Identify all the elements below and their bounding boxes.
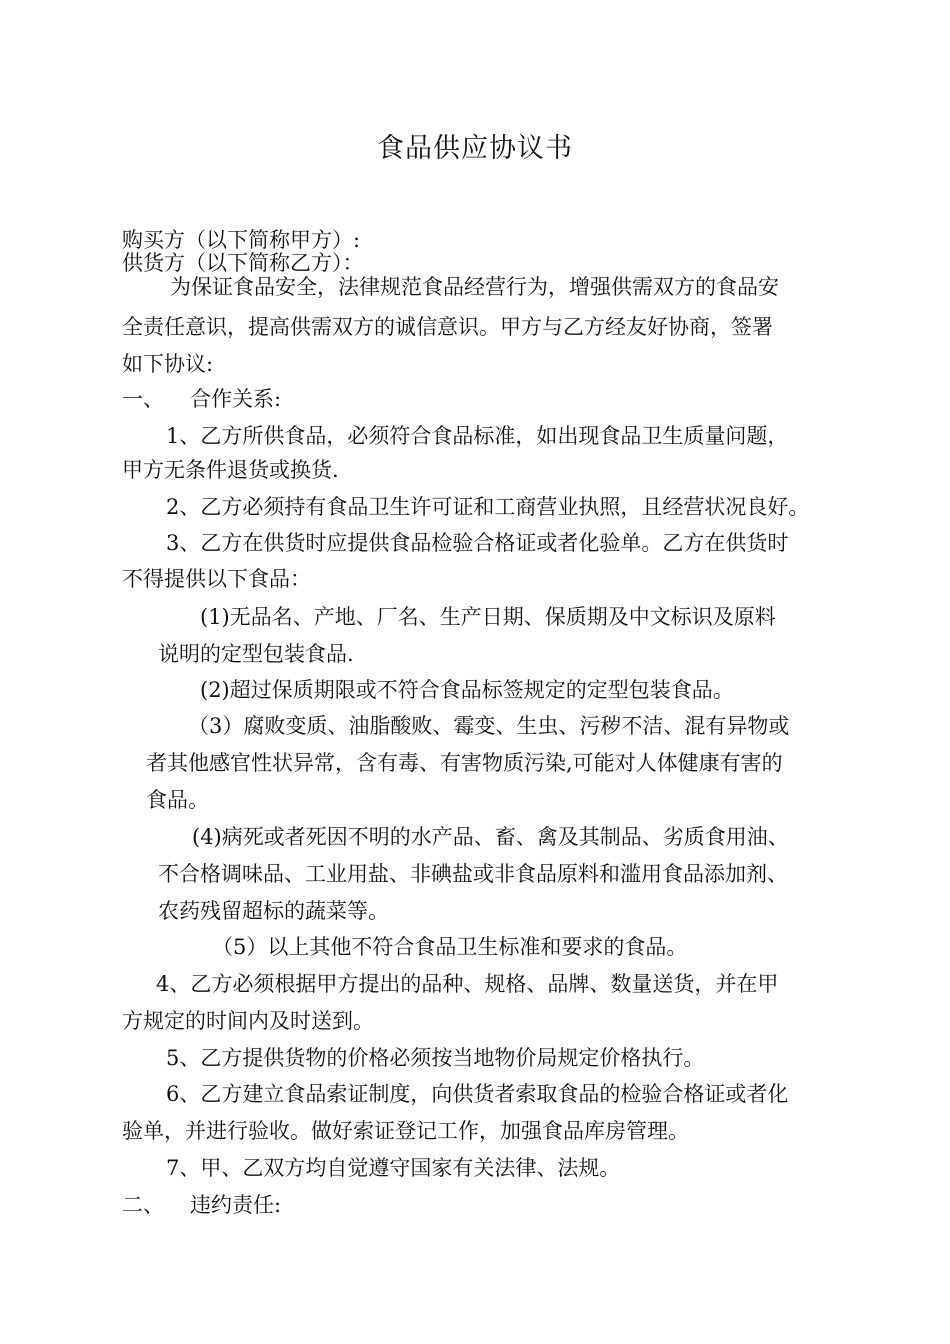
sub-1-line-2: 说明的定型包装食品. <box>158 642 354 666</box>
buyer-label: 购买方（以下简称甲方）: <box>122 228 361 252</box>
intro-line-3: 如下协议: <box>122 352 214 376</box>
section-1-number: 一、 <box>122 387 164 411</box>
clause-3-line-2: 不得提供以下食品： <box>122 567 311 591</box>
section-1-heading <box>122 386 281 412</box>
sub-4-line-3: 农药残留超标的蔬菜等。 <box>158 899 389 923</box>
clause-6-line-1: 6、乙方建立食品索证制度，向供货者索取食品的检验合格证或者化 <box>166 1082 789 1106</box>
clause-1-line-2: 甲方无条件退货或换货. <box>122 458 339 482</box>
clause-3-line-1: 3、乙方在供货时应提供食品检验合格证或者化验单。乙方在供货时 <box>166 531 789 555</box>
clause-5-line-1: 5、乙方提供货物的价格必须按当地物价局规定价格执行。 <box>166 1046 705 1070</box>
clause-6-line-2: 验单，并进行验收。做好索证登记工作，加强食品库房管理。 <box>122 1119 689 1143</box>
clause-1-line-1: 1、乙方所供食品，必须符合食品标准，如出现食品卫生质量问题， <box>166 424 789 448</box>
sub-1-line-1: (1)无品名、产地、厂名、生产日期、保质期及中文标识及原料 <box>200 605 776 629</box>
section-2-number: 二、 <box>122 1193 164 1217</box>
document-title: 食品供应协议书 <box>377 133 573 164</box>
sub-4-line-1: (4)病死或者死因不明的水产品、畜、禽及其制品、劣质食用油、 <box>192 825 789 849</box>
sub-3-line-3: 食品。 <box>146 788 209 812</box>
section-1-title: 合作关系: <box>190 387 282 411</box>
sub-3-line-2: 者其他感官性状异常，含有毒、有害物质污染,可能对人体健康有害的 <box>146 751 783 775</box>
clause-4-line-1: 4、乙方必须根据甲方提出的品种、规格、品牌、数量送货，并在甲 <box>156 972 779 996</box>
section-2-title: 违约责任: <box>190 1193 282 1217</box>
sub-3-line-1: （3）腐败变质、油脂酸败、霉变、生虫、污秽不洁、混有异物或 <box>188 714 790 738</box>
sub-5-line-1: （5）以上其他不符合食品卫生标准和要求的食品。 <box>212 935 688 959</box>
sub-4-line-2: 不合格调味品、工业用盐、非碘盐或非食品原料和滥用食品添加剂、 <box>158 862 788 886</box>
clause-4-line-2: 方规定的时间内及时送到。 <box>122 1009 374 1033</box>
sub-2-line-1: (2)超过保质期限或不符合食品标签规定的定型包装食品。 <box>200 678 734 702</box>
intro-line-2: 全责任意识，提高供需双方的诚信意识。甲方与乙方经友好协商，签署 <box>122 315 773 339</box>
clause-2-line-1: 2、乙方必须持有食品卫生许可证和工商营业执照，且经营状况良好。 <box>166 495 810 519</box>
intro-line-1: 为保证食品安全，法律规范食品经营行为，增强供需双方的食品安 <box>170 275 779 299</box>
supplier-label: 供货方（以下简称乙方）： <box>122 251 364 275</box>
section-2-heading <box>122 1192 281 1218</box>
clause-7-line-1: 7、甲、乙双方均自觉遵守国家有关法律、法规。 <box>166 1156 621 1180</box>
